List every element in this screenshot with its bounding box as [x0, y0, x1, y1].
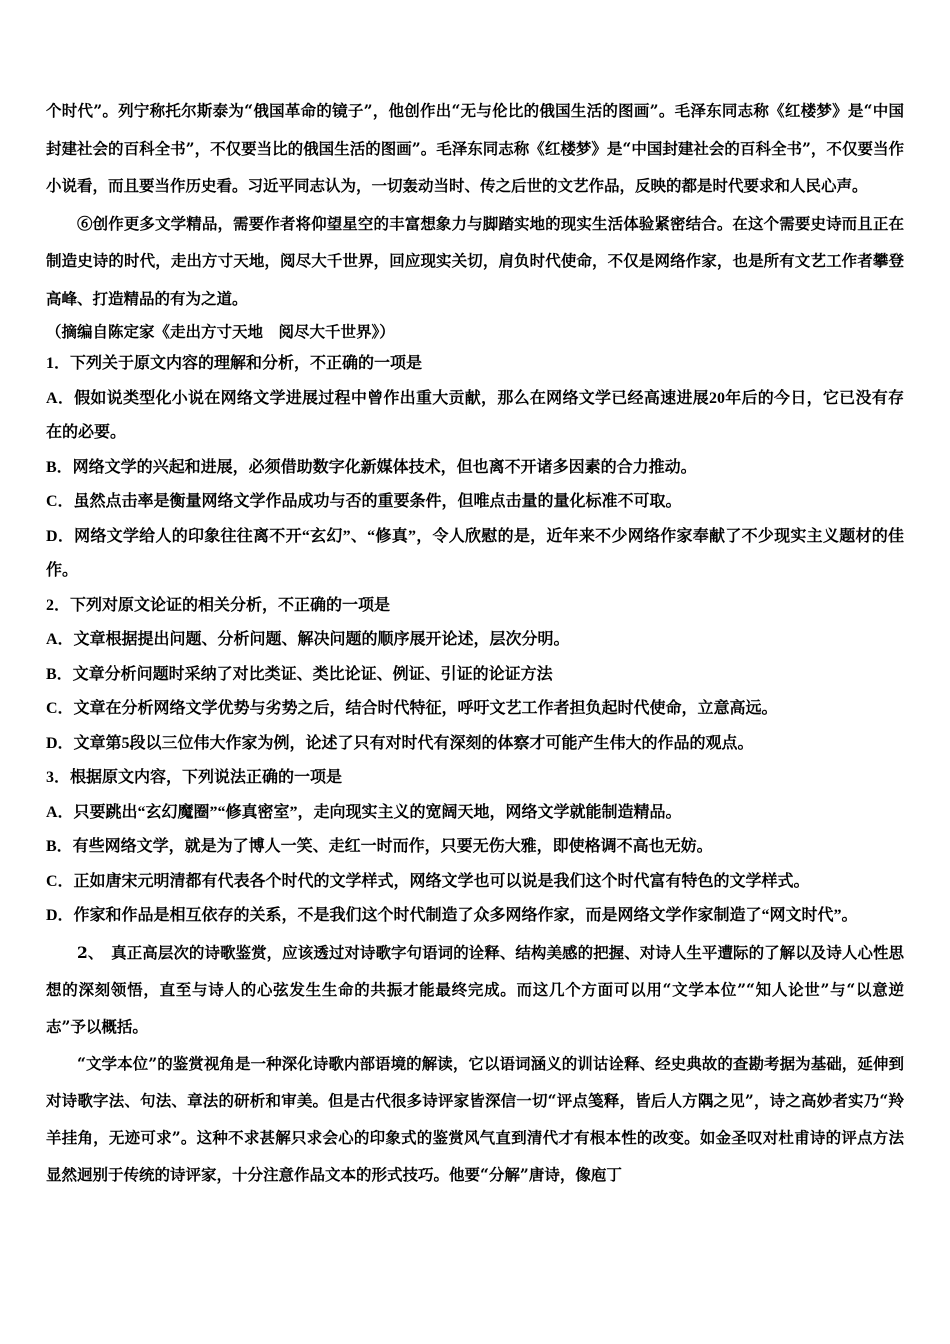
passage-paragraph-5-continued: 个时代”。列宁称托尔斯泰为“俄国革命的镜子”，他创作出“无与伦比的俄国生活的图画”。毛泽东同志称《红楼梦》是“中国封建社会的百科全书”，不仅要当比的俄国生活的图画”。毛泽东同志称《红楼梦》是“中国封建社会的百科全书”，不仅要当作小说看，而且要当作历史看。习近平同志认为，一切轰动当时、传之后世的文艺作品，反映的都是时代要求和人民心声。 — [46, 101, 904, 195]
question-option-c: C．正如唐宋元明清都有代表各个时代的文学样式，网络文学也可以说是我们这个时代富有特色的文学样式。 — [46, 872, 810, 890]
question-option-d: D．文章第5段以三位伟大作家为例，论述了只有对时代有深刻的体察才可能产生伟大的作品的观点。 — [46, 734, 754, 752]
passage-source: （摘编自陈定家《走出方寸天地 阅尽大千世界》） — [46, 322, 395, 341]
passage-paragraph-6: ⑥创作更多文学精品，需要作者将仰望星空的丰富想象力与脚踏实地的现实生活体验紧密结合。在这个需要史诗而且正在制造史诗的时代，走出方寸天地，阅尽大千世界，回应现实关切，肩负时代使命，不仅是网络作家，也是所有文艺工作者攀登高峰、打造精品的有为之道。 — [46, 213, 904, 308]
section-2-paragraph-1: 2、 真正高层次的诗歌鉴赏，应该透过对诗歌字句语词的诠释、结构美感的把握、对诗人生平遭际的了解以及诗人心性思想的深刻领悟，直至与诗人的心弦发生生命的共振才能最终完成。而这几个方面可以用“文学本位”“知人论世”与“以意逆志”予以概括。 — [46, 942, 904, 1036]
question-2 — [46, 589, 904, 762]
question-1 — [46, 347, 904, 589]
question-option-c: C．虽然点击率是衡量网络文学作品成功与否的重要条件，但唯点击量的量化标准不可取。 — [46, 493, 682, 510]
question-option-b: B．文章分析问题时采纳了对比类证、类比论证、例证、引证的论证方法 — [46, 665, 553, 683]
question-option-d: D．网络文学给人的印象往往离不开“玄幻”、“修真”，令人欣慰的是，近年来不少网络作家奉献了不少现实主义题材的佳作。 — [46, 527, 904, 579]
document-page — [46, 92, 904, 1193]
question-stem: 1．下列关于原文内容的理解和分析，不正确的一项是 — [46, 355, 423, 372]
question-option-a: A．假如说类型化小说在网络文学进展过程中曾作出重大贡献，那么在网络文学已经高速进展20年后的今日，它已没有存在的必要。 — [46, 389, 904, 441]
section-2 — [46, 934, 904, 1193]
question-option-b: B．有些网络文学，就是为了博人一笑、走红一时而作，只要无伤大雅，即使格调不高也无妨。 — [46, 838, 713, 855]
section-2-paragraph-2: “文学本位”的鉴赏视角是一种深化诗歌内部语境的解读，它以语词涵义的训诂诠释、经史典故的查勘考据为基础，延伸到对诗歌字法、句法、章法的研析和审美。但是古代很多诗评家皆深信一切“评点笺释，皆后人方隅之见”，诗之高妙者实乃“羚羊挂角，无迹可求”。这种不求甚解只求会心的印象式的鉴赏风气直到清代才有根本性的改变。如金圣叹对杜甫诗的评点方法显然迥别于传统的诗评家，十分注意作品文本的形式技巧。他要“分解”唐诗，像庖丁 — [46, 1053, 904, 1184]
question-option-d: D．作家和作品是相互依存的关系，不是我们这个时代制造了众多网络作家，而是网络文学作家制造了“网文时代”。 — [46, 907, 858, 924]
question-stem: 3．根据原文内容，下列说法正确的一项是 — [46, 769, 343, 786]
question-option-c: C．文章在分析网络文学优势与劣势之后，结合时代特征，呼吁文艺工作者担负起时代使命，立意高远。 — [46, 700, 778, 717]
question-option-a: A．只要跳出“玄幻魔圈”“修真密室”，走向现实主义的宽阔天地，网络文学就能制造精品。 — [46, 803, 682, 821]
question-stem: 2．下列对原文论证的相关分析，不正确的一项是 — [46, 596, 391, 614]
question-option-a: A．文章根据提出问题、分析问题、解决问题的顺序展开论述，层次分明。 — [46, 631, 570, 648]
question-3 — [46, 761, 904, 934]
question-option-b: B．网络文学的兴起和进展，必须借助数字化新媒体技术，但也离不开诸多因素的合力推动。 — [46, 458, 697, 476]
